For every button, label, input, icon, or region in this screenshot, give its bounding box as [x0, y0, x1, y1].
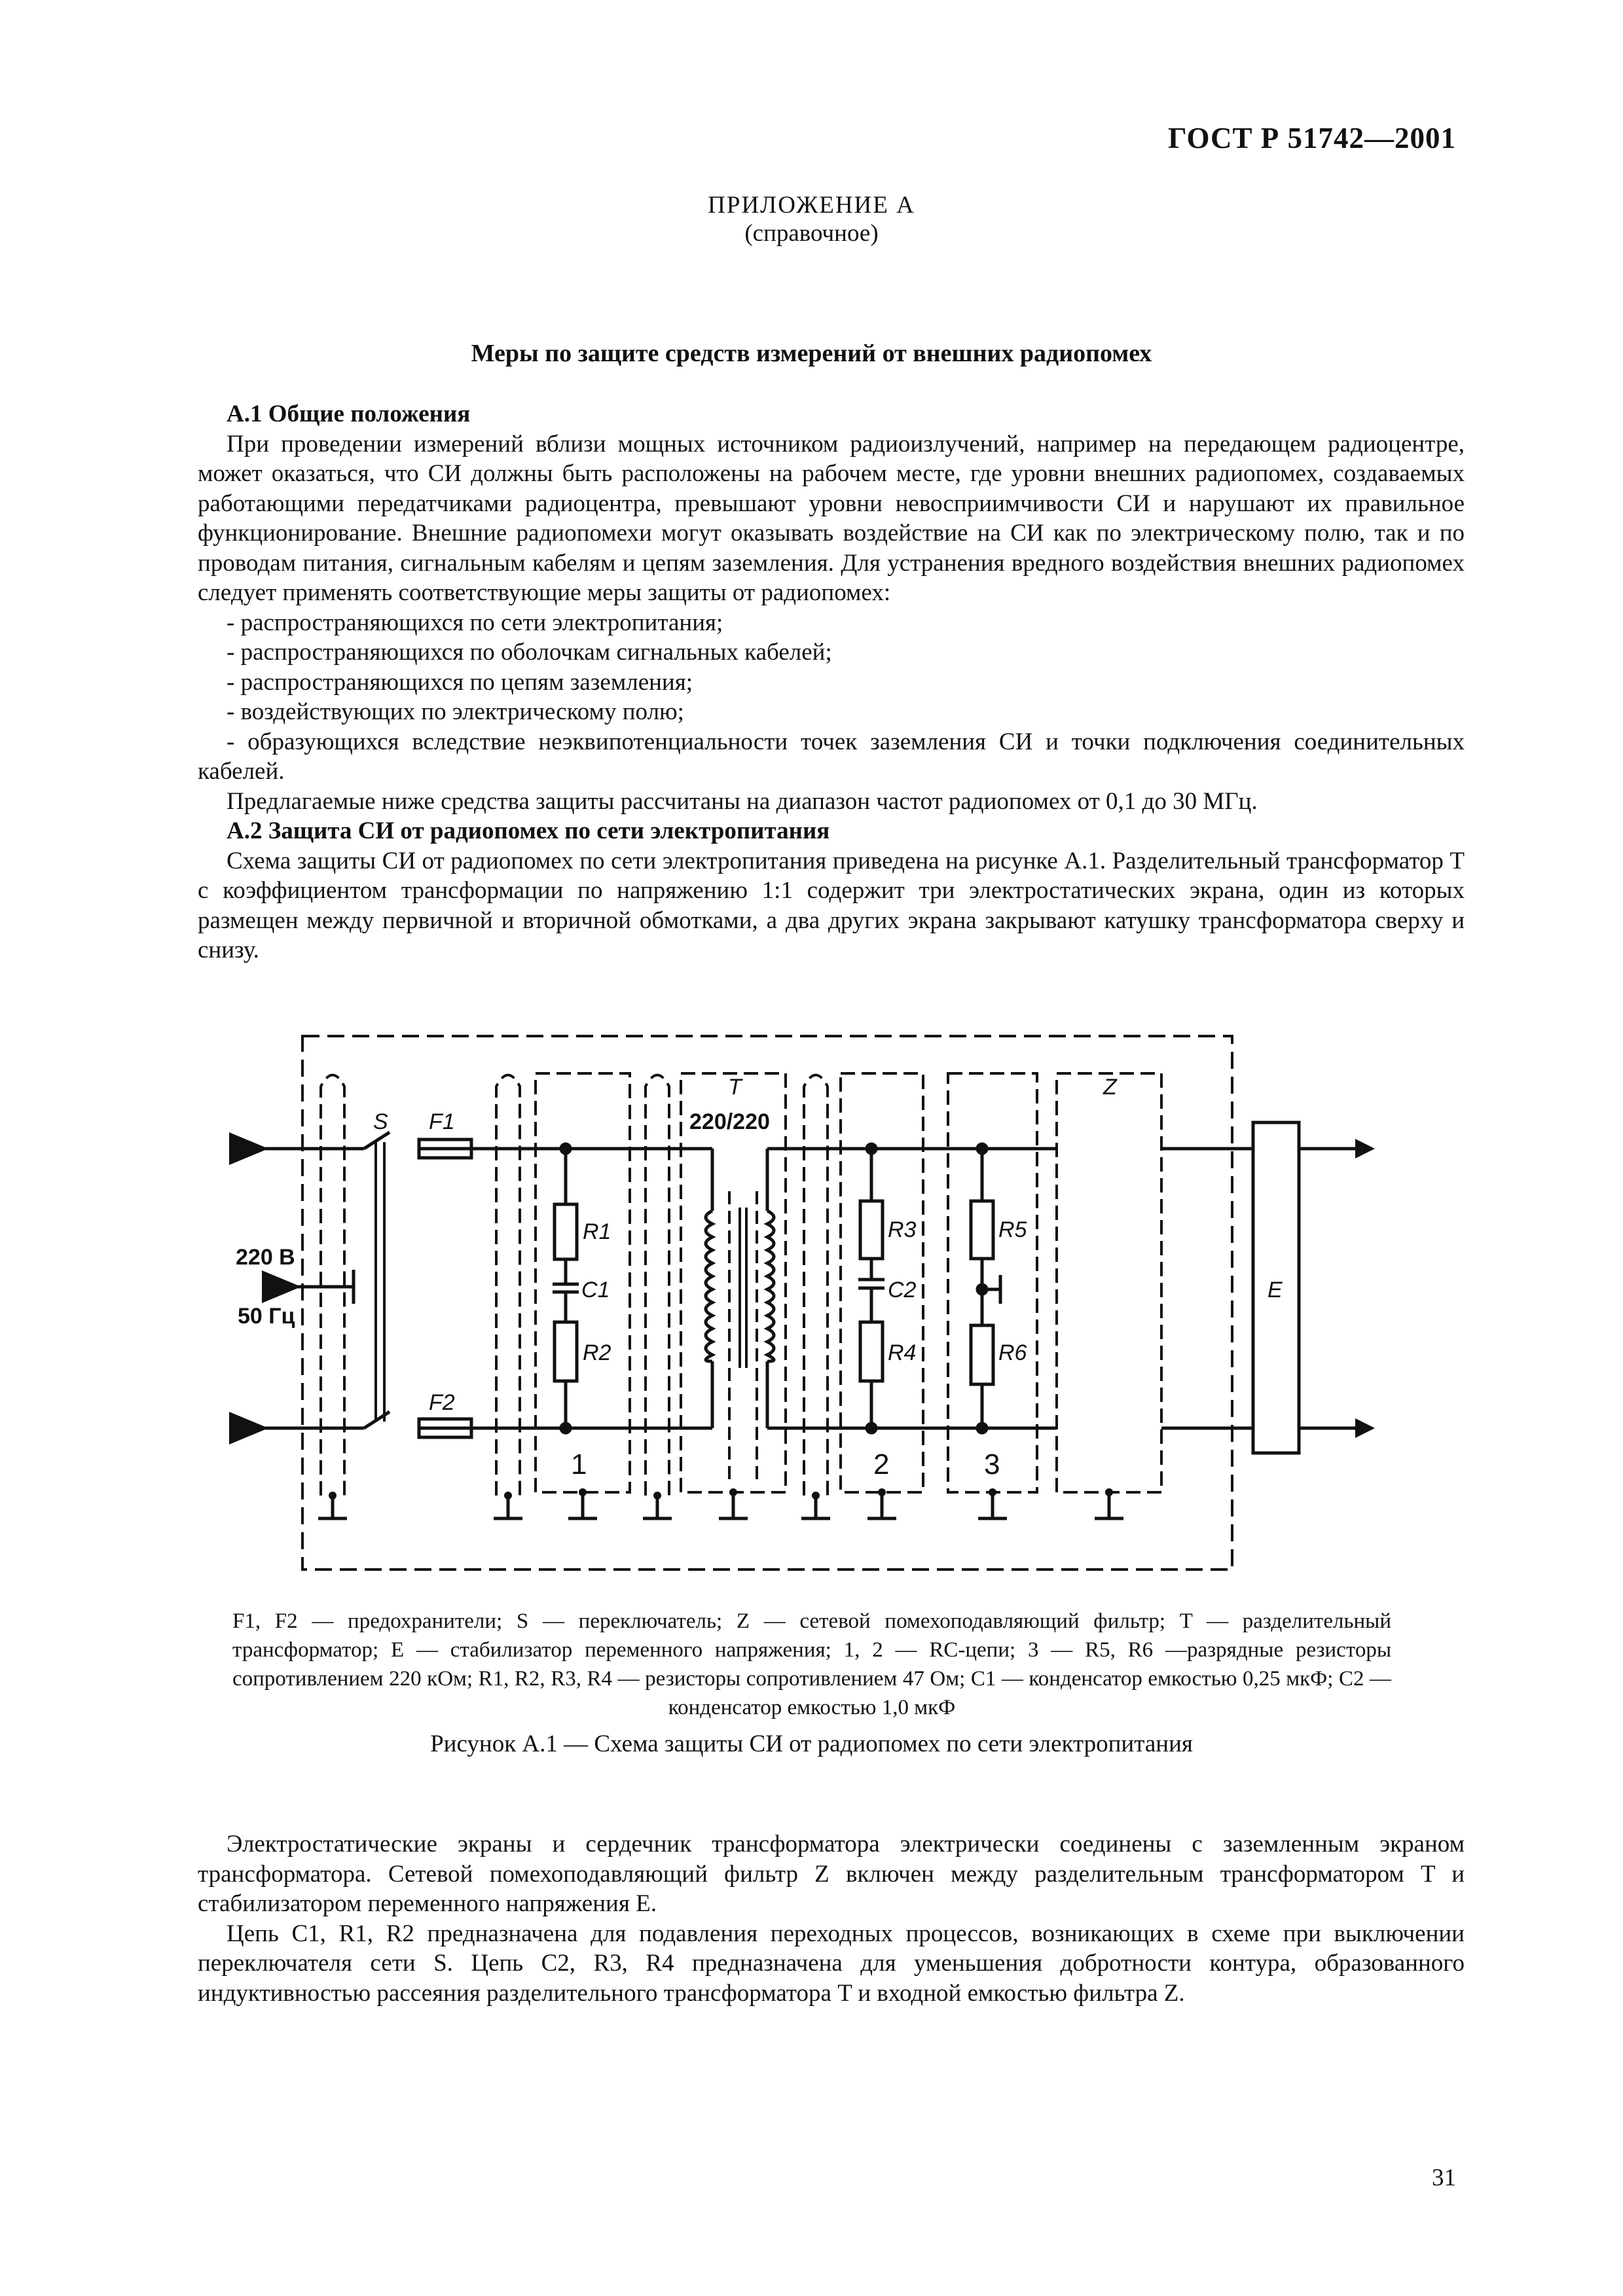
figure-legend: F1, F2 — предохранители; S — переключатель; Z — сетевой помехоподавляющий фильтр; T — разделительный трансформатор; E — стабилизатор переменного напряжения; 1, 2 — RC-цепи; 3 — R5, R6 —разрядные резисторы сопротивлением 220 кОм; R1, R2, R3, R4 — резисторы сопротивлением 47 Ом; C1 — конденсатор емкостью 0,25 мкФ; C2 — конденсатор емкостью 1,0 мкФ — [232, 1609, 1391, 1719]
section-a2-paragraph: Схема защиты СИ от радиопомех по сети электропитания приведена на рисунке А.1. Разделительный трансформатор Т с коэффициентом трансформации по напряжению 1:1 содержит три электростатических экрана, один из которых размещен между первичной и вторичной обмотками, а два других экрана закрывают катушку трансформатора сверху и снизу. — [198, 847, 1465, 963]
label-block2: 2 — [873, 1448, 890, 1480]
label-frequency: 50 Гц — [238, 1304, 295, 1329]
label-c1: C1 — [581, 1278, 610, 1302]
filter-box — [1057, 1073, 1161, 1492]
label-r3: R3 — [888, 1217, 917, 1242]
page-number: 31 — [1432, 2164, 1456, 2191]
resistor-r2 — [555, 1322, 577, 1381]
label-fuse2: F2 — [429, 1390, 455, 1415]
main-title: Меры по защите средств измерений от внешних радиопомех — [471, 340, 1152, 367]
section-a1-closing: Предлагаемые ниже средства защиты рассчитаны на диапазон частот радиопомех от 0,1 до 30 МГц. — [227, 787, 1258, 815]
primary-winding — [706, 1211, 712, 1361]
appendix-subtitle: (справочное) — [744, 220, 879, 247]
label-stabilizer: E — [1267, 1278, 1283, 1302]
list-item: - распространяющихся по оболочкам сигнальных кабелей; — [227, 639, 832, 666]
label-r6: R6 — [998, 1340, 1027, 1365]
body-block-2 — [198, 1829, 1465, 2008]
label-block1: 1 — [571, 1448, 587, 1480]
section-a2-heading: А.2 Защита СИ от радиопомех по сети электропитания — [227, 817, 830, 844]
resistor-r1 — [555, 1204, 577, 1259]
label-block3: 3 — [984, 1448, 1000, 1480]
figure-title: Рисунок А.1 — Схема защиты СИ от радиопомех по сети электропитания — [430, 1731, 1193, 1757]
shield-4 — [804, 1075, 828, 1496]
section-a1-paragraph: При проведении измерений вблизи мощных источником радиоизлучений, например на передающем радиоцентре, может оказаться, что СИ должны быть расположены на рабочем месте, где уровни внешних радиопомех, создаваемых работающими передатчиками радиоцентра, превышают уровни невосприимчивости СИ и нарушают их правильное функционирование. Внешние радиопомехи могут оказывать воздействие на СИ как по электрическому полю, так и по проводам питания, сигнальным кабелям и цепям заземления. Для устранения вредного воздействия внешних радиопомех следует применять соответствующие меры защиты от радиопомех: — [198, 430, 1465, 606]
label-ratio: 220/220 — [689, 1109, 770, 1134]
label-r5: R5 — [998, 1217, 1027, 1242]
after-paragraph-1: Электростатические экраны и сердечник трансформатора электрически соединены с заземленным экраном трансформатора. Сетевой помехоподавляющий фильтр Z включен между разделительным трансформатором T и стабилизатором переменного напряжения E. — [198, 1831, 1465, 1917]
standard-header: ГОСТ Р 51742—2001 — [1167, 122, 1456, 154]
secondary-winding — [767, 1211, 774, 1361]
label-fuse1: F1 — [429, 1109, 455, 1134]
label-r2: R2 — [583, 1340, 611, 1365]
label-switch: S — [373, 1109, 388, 1134]
resistor-r4 — [860, 1322, 883, 1381]
list-item: - распространяющихся по цепям заземления; — [227, 668, 693, 696]
section-a1-heading: А.1 Общие положения — [227, 401, 471, 427]
label-transformer: T — [728, 1075, 742, 1100]
label-r1: R1 — [583, 1219, 611, 1244]
label-voltage: 220 В — [236, 1245, 295, 1270]
resistor-r5 — [971, 1201, 993, 1259]
shield-2 — [496, 1075, 520, 1496]
after-paragraph-2: Цепь C1, R1, R2 предназначена для подавления переходных процессов, возникающих в схеме при выключении переключателя сети S. Цепь C2, R3, R4 предназначена для уменьшения добротности контура, образованного индуктивностью рассеяния разделительного трансформатора T и входной емкостью фильтра Z. — [198, 1920, 1465, 2007]
label-r4: R4 — [888, 1340, 917, 1365]
list-item: - распространяющихся по сети электропитания; — [227, 609, 723, 636]
shield-3 — [646, 1075, 669, 1496]
resistor-r3 — [860, 1201, 883, 1259]
label-c2: C2 — [888, 1278, 917, 1302]
label-filter: Z — [1103, 1075, 1117, 1100]
resistor-r6 — [971, 1325, 993, 1384]
appendix-title: ПРИЛОЖЕНИЕ А — [708, 192, 915, 219]
list-item: - воздействующих по электрическому полю; — [227, 698, 684, 725]
list-item: - образующихся вследствие неэквипотенциальности точек заземления СИ и точки подключения соединительных кабелей. — [198, 728, 1465, 785]
